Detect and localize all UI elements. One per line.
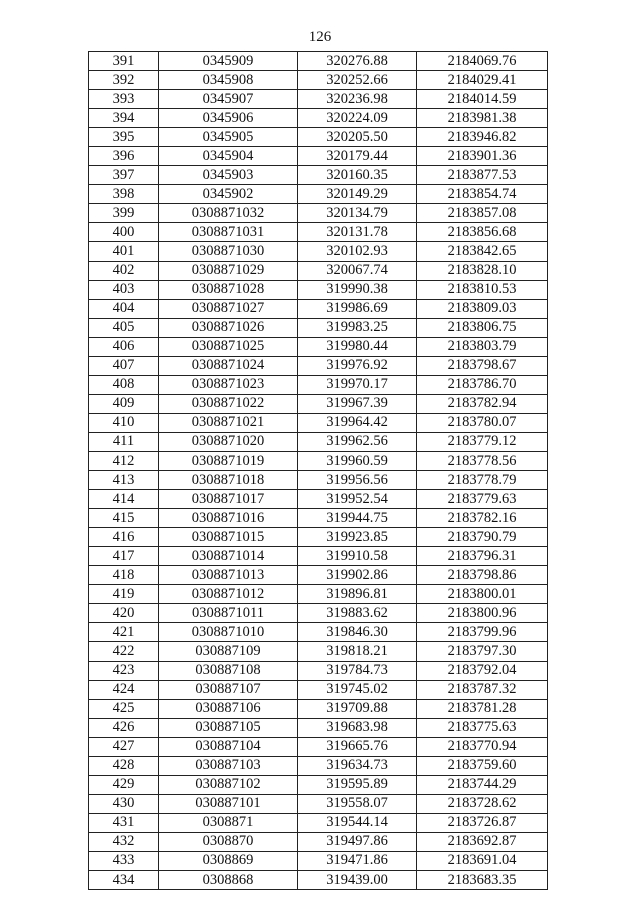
- row-number-cell: 411: [89, 432, 159, 451]
- point-code-cell: 0308871025: [159, 337, 298, 356]
- table-row: [89, 871, 548, 890]
- point-code-cell: 0308871023: [159, 375, 298, 394]
- x-coordinate-cell: 320276.88: [298, 52, 417, 71]
- y-coordinate-cell: 2183806.75: [417, 318, 548, 337]
- y-coordinate-cell: 2183744.29: [417, 775, 548, 794]
- y-coordinate-cell: 2183792.04: [417, 661, 548, 680]
- table-row: [89, 699, 548, 718]
- y-coordinate-cell: 2183759.60: [417, 756, 548, 775]
- row-number-cell: 406: [89, 337, 159, 356]
- table-row: [89, 90, 548, 109]
- table-row: [89, 528, 548, 547]
- point-code-cell: 0308871028: [159, 280, 298, 299]
- table-row: [89, 375, 548, 394]
- row-number-cell: 400: [89, 223, 159, 242]
- x-coordinate-cell: 319902.86: [298, 566, 417, 585]
- row-number-cell: 415: [89, 509, 159, 528]
- x-coordinate-cell: 319980.44: [298, 337, 417, 356]
- point-code-cell: 0308871031: [159, 223, 298, 242]
- row-number-cell: 413: [89, 471, 159, 490]
- point-code-cell: 0308871: [159, 813, 298, 832]
- x-coordinate-cell: 320160.35: [298, 166, 417, 185]
- table-row: [89, 166, 548, 185]
- point-code-cell: 0308871016: [159, 509, 298, 528]
- x-coordinate-cell: 320179.44: [298, 147, 417, 166]
- point-code-cell: 0308871020: [159, 432, 298, 451]
- x-coordinate-cell: 319962.56: [298, 432, 417, 451]
- x-coordinate-cell: 319986.69: [298, 299, 417, 318]
- x-coordinate-cell: 319665.76: [298, 737, 417, 756]
- y-coordinate-cell: 2183798.86: [417, 566, 548, 585]
- point-code-cell: 0308871011: [159, 604, 298, 623]
- y-coordinate-cell: 2183728.62: [417, 794, 548, 813]
- point-code-cell: 0308871026: [159, 318, 298, 337]
- table-row: [89, 71, 548, 90]
- table-row: [89, 509, 548, 528]
- table-row: [89, 52, 548, 71]
- row-number-cell: 414: [89, 490, 159, 509]
- point-code-cell: 0345904: [159, 147, 298, 166]
- row-number-cell: 428: [89, 756, 159, 775]
- row-number-cell: 424: [89, 680, 159, 699]
- coordinates-table-body: [89, 52, 548, 890]
- x-coordinate-cell: 320224.09: [298, 109, 417, 128]
- table-row: [89, 432, 548, 451]
- row-number-cell: 431: [89, 813, 159, 832]
- y-coordinate-cell: 2183809.03: [417, 299, 548, 318]
- x-coordinate-cell: 319967.39: [298, 394, 417, 413]
- point-code-cell: 0308868: [159, 871, 298, 890]
- row-number-cell: 407: [89, 356, 159, 375]
- x-coordinate-cell: 319544.14: [298, 813, 417, 832]
- point-code-cell: 0308871021: [159, 413, 298, 432]
- row-number-cell: 403: [89, 280, 159, 299]
- x-coordinate-cell: 320252.66: [298, 71, 417, 90]
- y-coordinate-cell: 2183800.96: [417, 604, 548, 623]
- row-number-cell: 408: [89, 375, 159, 394]
- row-number-cell: 432: [89, 832, 159, 851]
- table-row: [89, 318, 548, 337]
- point-code-cell: 0345903: [159, 166, 298, 185]
- x-coordinate-cell: 319944.75: [298, 509, 417, 528]
- point-code-cell: 0345909: [159, 52, 298, 71]
- point-code-cell: 0308871010: [159, 623, 298, 642]
- table-row: [89, 280, 548, 299]
- point-code-cell: 0345905: [159, 128, 298, 147]
- table-row: [89, 204, 548, 223]
- y-coordinate-cell: 2183786.70: [417, 375, 548, 394]
- point-code-cell: 0308871014: [159, 547, 298, 566]
- table-row: [89, 261, 548, 280]
- row-number-cell: 393: [89, 90, 159, 109]
- point-code-cell: 0345902: [159, 185, 298, 204]
- x-coordinate-cell: 319634.73: [298, 756, 417, 775]
- row-number-cell: 418: [89, 566, 159, 585]
- x-coordinate-cell: 319683.98: [298, 718, 417, 737]
- y-coordinate-cell: 2183692.87: [417, 832, 548, 851]
- point-code-cell: 0308871018: [159, 471, 298, 490]
- table-row: [89, 451, 548, 470]
- y-coordinate-cell: 2184014.59: [417, 90, 548, 109]
- x-coordinate-cell: 320131.78: [298, 223, 417, 242]
- row-number-cell: 425: [89, 699, 159, 718]
- row-number-cell: 423: [89, 661, 159, 680]
- y-coordinate-cell: 2183877.53: [417, 166, 548, 185]
- x-coordinate-cell: 319439.00: [298, 871, 417, 890]
- y-coordinate-cell: 2183691.04: [417, 851, 548, 870]
- x-coordinate-cell: 319883.62: [298, 604, 417, 623]
- table-row: [89, 623, 548, 642]
- page-number: 126: [308, 29, 332, 45]
- row-number-cell: 417: [89, 547, 159, 566]
- table-row: [89, 337, 548, 356]
- table-row: [89, 794, 548, 813]
- y-coordinate-cell: 2183778.79: [417, 471, 548, 490]
- table-row: [89, 661, 548, 680]
- y-coordinate-cell: 2183780.07: [417, 413, 548, 432]
- table-row: [89, 223, 548, 242]
- point-code-cell: 0308871017: [159, 490, 298, 509]
- table-row: [89, 128, 548, 147]
- row-number-cell: 397: [89, 166, 159, 185]
- row-number-cell: 412: [89, 451, 159, 470]
- table-row: [89, 109, 548, 128]
- y-coordinate-cell: 2183778.56: [417, 451, 548, 470]
- x-coordinate-cell: 320067.74: [298, 261, 417, 280]
- point-code-cell: 0308871030: [159, 242, 298, 261]
- table-row: [89, 147, 548, 166]
- point-code-cell: 030887106: [159, 699, 298, 718]
- row-number-cell: 426: [89, 718, 159, 737]
- y-coordinate-cell: 2183770.94: [417, 737, 548, 756]
- x-coordinate-cell: 319745.02: [298, 680, 417, 699]
- table-row: [89, 413, 548, 432]
- point-code-cell: 030887105: [159, 718, 298, 737]
- x-coordinate-cell: 319497.86: [298, 832, 417, 851]
- y-coordinate-cell: 2183828.10: [417, 261, 548, 280]
- row-number-cell: 405: [89, 318, 159, 337]
- point-code-cell: 030887101: [159, 794, 298, 813]
- y-coordinate-cell: 2183779.63: [417, 490, 548, 509]
- row-number-cell: 409: [89, 394, 159, 413]
- row-number-cell: 422: [89, 642, 159, 661]
- row-number-cell: 396: [89, 147, 159, 166]
- row-number-cell: 430: [89, 794, 159, 813]
- row-number-cell: 399: [89, 204, 159, 223]
- x-coordinate-cell: 319956.56: [298, 471, 417, 490]
- x-coordinate-cell: 319595.89: [298, 775, 417, 794]
- row-number-cell: 401: [89, 242, 159, 261]
- point-code-cell: 0345907: [159, 90, 298, 109]
- coordinates-table: [88, 51, 548, 890]
- row-number-cell: 421: [89, 623, 159, 642]
- row-number-cell: 427: [89, 737, 159, 756]
- y-coordinate-cell: 2183782.16: [417, 509, 548, 528]
- table-row: [89, 566, 548, 585]
- x-coordinate-cell: 319471.86: [298, 851, 417, 870]
- row-number-cell: 416: [89, 528, 159, 547]
- x-coordinate-cell: 320149.29: [298, 185, 417, 204]
- y-coordinate-cell: 2183800.01: [417, 585, 548, 604]
- row-number-cell: 419: [89, 585, 159, 604]
- x-coordinate-cell: 320102.93: [298, 242, 417, 261]
- x-coordinate-cell: 319818.21: [298, 642, 417, 661]
- table-row: [89, 813, 548, 832]
- point-code-cell: 0308871024: [159, 356, 298, 375]
- table-row: [89, 680, 548, 699]
- row-number-cell: 392: [89, 71, 159, 90]
- table-row: [89, 585, 548, 604]
- row-number-cell: 420: [89, 604, 159, 623]
- table-row: [89, 775, 548, 794]
- y-coordinate-cell: 2183790.79: [417, 528, 548, 547]
- x-coordinate-cell: 319784.73: [298, 661, 417, 680]
- row-number-cell: 395: [89, 128, 159, 147]
- x-coordinate-cell: 319923.85: [298, 528, 417, 547]
- y-coordinate-cell: 2183782.94: [417, 394, 548, 413]
- x-coordinate-cell: 320205.50: [298, 128, 417, 147]
- y-coordinate-cell: 2183856.68: [417, 223, 548, 242]
- point-code-cell: 030887103: [159, 756, 298, 775]
- y-coordinate-cell: 2183857.08: [417, 204, 548, 223]
- point-code-cell: 030887102: [159, 775, 298, 794]
- point-code-cell: 0308870: [159, 832, 298, 851]
- x-coordinate-cell: 319709.88: [298, 699, 417, 718]
- table-row: [89, 642, 548, 661]
- x-coordinate-cell: 319983.25: [298, 318, 417, 337]
- y-coordinate-cell: 2184029.41: [417, 71, 548, 90]
- y-coordinate-cell: 2183799.96: [417, 623, 548, 642]
- point-code-cell: 0308871022: [159, 394, 298, 413]
- x-coordinate-cell: 319990.38: [298, 280, 417, 299]
- table-row: [89, 547, 548, 566]
- point-code-cell: 0308871029: [159, 261, 298, 280]
- row-number-cell: 433: [89, 851, 159, 870]
- row-number-cell: 404: [89, 299, 159, 318]
- table-row: [89, 242, 548, 261]
- table-row: [89, 471, 548, 490]
- x-coordinate-cell: 319846.30: [298, 623, 417, 642]
- y-coordinate-cell: 2183683.35: [417, 871, 548, 890]
- table-row: [89, 756, 548, 775]
- x-coordinate-cell: 319970.17: [298, 375, 417, 394]
- y-coordinate-cell: 2183803.79: [417, 337, 548, 356]
- table-row: [89, 832, 548, 851]
- point-code-cell: 030887109: [159, 642, 298, 661]
- y-coordinate-cell: 2183901.36: [417, 147, 548, 166]
- point-code-cell: 030887107: [159, 680, 298, 699]
- table-row: [89, 356, 548, 375]
- point-code-cell: 0345906: [159, 109, 298, 128]
- point-code-cell: 0308871027: [159, 299, 298, 318]
- table-row: [89, 737, 548, 756]
- x-coordinate-cell: 319964.42: [298, 413, 417, 432]
- table-row: [89, 604, 548, 623]
- y-coordinate-cell: 2183810.53: [417, 280, 548, 299]
- x-coordinate-cell: 319976.92: [298, 356, 417, 375]
- y-coordinate-cell: 2183946.82: [417, 128, 548, 147]
- point-code-cell: 0308871032: [159, 204, 298, 223]
- y-coordinate-cell: 2183842.65: [417, 242, 548, 261]
- y-coordinate-cell: 2183787.32: [417, 680, 548, 699]
- x-coordinate-cell: 319896.81: [298, 585, 417, 604]
- point-code-cell: 0308871015: [159, 528, 298, 547]
- row-number-cell: 398: [89, 185, 159, 204]
- y-coordinate-cell: 2183797.30: [417, 642, 548, 661]
- x-coordinate-cell: 319558.07: [298, 794, 417, 813]
- point-code-cell: 0345908: [159, 71, 298, 90]
- row-number-cell: 434: [89, 871, 159, 890]
- table-row: [89, 490, 548, 509]
- point-code-cell: 0308871012: [159, 585, 298, 604]
- row-number-cell: 391: [89, 52, 159, 71]
- y-coordinate-cell: 2183798.67: [417, 356, 548, 375]
- table-row: [89, 299, 548, 318]
- y-coordinate-cell: 2183781.28: [417, 699, 548, 718]
- y-coordinate-cell: 2183775.63: [417, 718, 548, 737]
- y-coordinate-cell: 2183796.31: [417, 547, 548, 566]
- x-coordinate-cell: 320134.79: [298, 204, 417, 223]
- x-coordinate-cell: 320236.98: [298, 90, 417, 109]
- row-number-cell: 394: [89, 109, 159, 128]
- x-coordinate-cell: 319952.54: [298, 490, 417, 509]
- table-row: [89, 851, 548, 870]
- point-code-cell: 0308871019: [159, 451, 298, 470]
- y-coordinate-cell: 2183854.74: [417, 185, 548, 204]
- row-number-cell: 402: [89, 261, 159, 280]
- table-row: [89, 718, 548, 737]
- y-coordinate-cell: 2183726.87: [417, 813, 548, 832]
- row-number-cell: 410: [89, 413, 159, 432]
- point-code-cell: 0308871013: [159, 566, 298, 585]
- y-coordinate-cell: 2184069.76: [417, 52, 548, 71]
- row-number-cell: 429: [89, 775, 159, 794]
- y-coordinate-cell: 2183981.38: [417, 109, 548, 128]
- point-code-cell: 0308869: [159, 851, 298, 870]
- x-coordinate-cell: 319960.59: [298, 451, 417, 470]
- table-row: [89, 394, 548, 413]
- table-row: [89, 185, 548, 204]
- y-coordinate-cell: 2183779.12: [417, 432, 548, 451]
- x-coordinate-cell: 319910.58: [298, 547, 417, 566]
- point-code-cell: 030887104: [159, 737, 298, 756]
- point-code-cell: 030887108: [159, 661, 298, 680]
